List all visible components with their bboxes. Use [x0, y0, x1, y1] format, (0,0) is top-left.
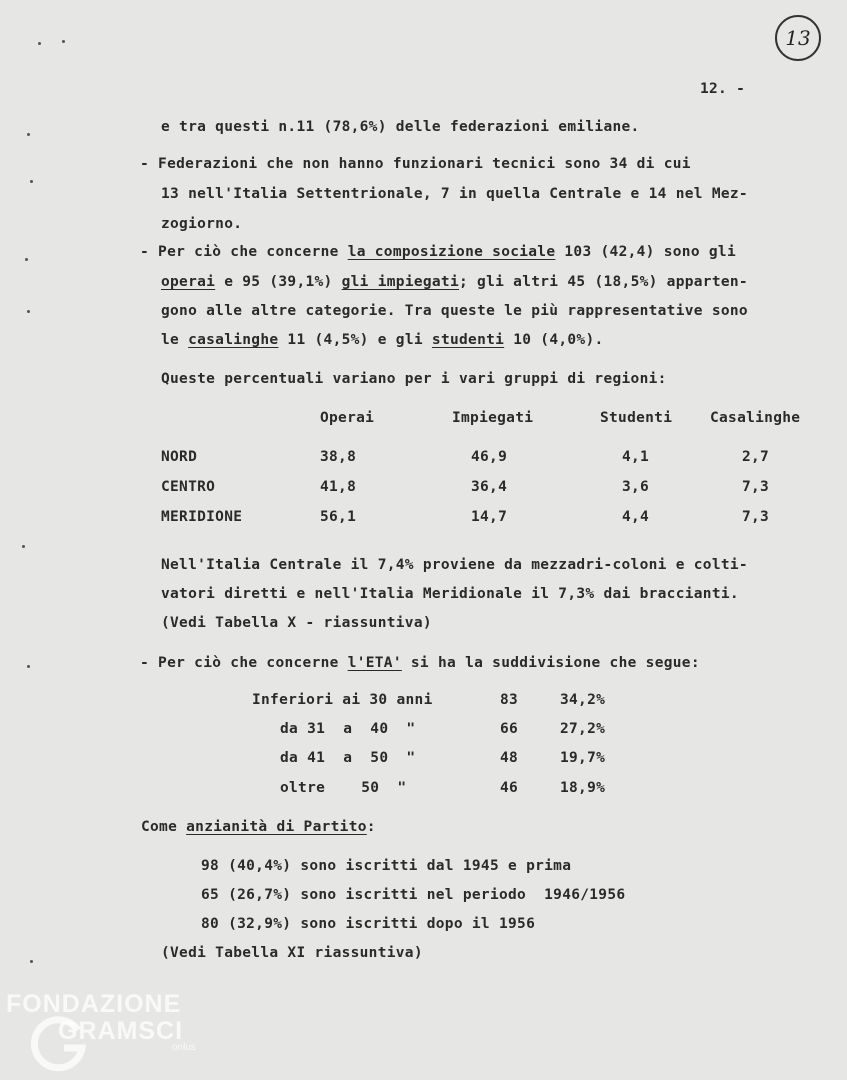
age-count: 66: [500, 721, 519, 737]
table-cell: 7,3: [742, 509, 770, 525]
para3-line2: vatori diretti e nell'Italia Meridionale il 7,3% dai braccianti.: [161, 586, 739, 602]
margin-speck: [38, 42, 41, 45]
table-cell: 46,9: [471, 449, 508, 465]
table-cell: 14,7: [471, 509, 508, 525]
table-header: Casalinghe: [710, 410, 801, 426]
margin-speck: [27, 133, 30, 136]
table-header: Studenti: [600, 410, 673, 426]
age-count: 46: [500, 780, 519, 796]
margin-speck: [30, 180, 33, 183]
margin-speck: [62, 40, 65, 43]
para1-line1: - Federazioni che non hanno funzionari tecnici sono 34 di cui: [140, 156, 691, 172]
table-cell: 38,8: [320, 449, 357, 465]
underlined-term: gli impiegati: [341, 274, 459, 290]
para2-line2: [161, 275, 748, 290]
age-count: 83: [500, 692, 519, 708]
para2-line1: [140, 245, 736, 260]
para2-text: - Per ciò che concerne: [140, 244, 348, 260]
table-row-label: NORD: [161, 449, 198, 465]
para2-text: 10 (4,0%).: [504, 332, 604, 348]
table-cell: 56,1: [320, 509, 357, 525]
age-pct: 19,7%: [560, 750, 606, 766]
para2-text: ; gli altri 45 (18,5%) apparten-: [459, 274, 748, 290]
para2-line4: [161, 333, 604, 348]
underlined-term: l'ETA': [347, 655, 402, 671]
age-label: oltre 50 ": [280, 780, 407, 796]
age-pct: 18,9%: [560, 780, 606, 796]
watermark-line2: GRAMSCI: [58, 1017, 184, 1045]
underlined-term: anzianità di Partito: [186, 819, 367, 835]
para1-line3: zogiorno.: [161, 216, 243, 232]
table-header: Impiegati: [452, 410, 534, 426]
age-label: da 41 a 50 ": [280, 750, 416, 766]
page-number: 12. -: [700, 81, 746, 97]
para1-line2: 13 nell'Italia Settentrionale, 7 in quella Centrale e 14 nel Mez-: [161, 186, 748, 202]
para2-line3: gono alle altre categorie. Tra queste le più rappresentative sono: [161, 303, 748, 319]
para4-text: - Per ciò che concerne: [140, 655, 348, 671]
underlined-term: operai: [161, 274, 216, 290]
watermark-line3: onlus: [172, 1042, 196, 1053]
margin-speck: [30, 960, 33, 963]
para3-line1: Nell'Italia Centrale il 7,4% proviene da mezzadri-coloni e colti-: [161, 557, 748, 573]
intro-line: e tra questi n.11 (78,6%) delle federazioni emiliane.: [161, 119, 640, 135]
margin-speck: [25, 258, 28, 261]
seniority-line: 80 (32,9%) sono iscritti dopo il 1956: [201, 916, 536, 932]
seniority-note: (Vedi Tabella XI riassuntiva): [161, 945, 423, 961]
margin-speck: [27, 310, 30, 313]
table-cell: 4,4: [622, 509, 650, 525]
page-marker-circle: [775, 15, 821, 61]
table-cell: 4,1: [622, 449, 650, 465]
age-label: Inferiori ai 30 anni: [252, 692, 433, 708]
para2-text: 103 (42,4) sono gli: [555, 244, 736, 260]
para4-line: [140, 656, 700, 671]
underlined-term: casalinghe: [188, 332, 279, 348]
page-marker: 13: [785, 26, 811, 50]
seniority-text: :: [366, 819, 376, 835]
para2-text: e 95 (39,1%): [215, 274, 342, 290]
underlined-term: studenti: [431, 332, 505, 348]
regions-intro: Queste percentuali variano per i vari gruppi di regioni:: [161, 371, 667, 387]
table-row-label: CENTRO: [161, 479, 216, 495]
table-cell: 41,8: [320, 479, 357, 495]
table-cell: 7,3: [742, 479, 770, 495]
table-cell: 36,4: [471, 479, 508, 495]
para2-text: 11 (4,5%) e gli: [278, 332, 432, 348]
age-pct: 27,2%: [560, 721, 606, 737]
table-cell: 2,7: [742, 449, 770, 465]
age-label: da 31 a 40 ": [280, 721, 416, 737]
table-header: Operai: [320, 410, 375, 426]
age-pct: 34,2%: [560, 692, 606, 708]
watermark-line1: FONDAZIONE: [6, 990, 182, 1018]
seniority-heading: [141, 820, 376, 835]
margin-speck: [27, 665, 30, 668]
para4-text: si ha la suddivisione che segue:: [401, 655, 700, 671]
seniority-line: 65 (26,7%) sono iscritti nel periodo 1946/1956: [201, 887, 626, 903]
table-row-label: MERIDIONE: [161, 509, 243, 525]
age-count: 48: [500, 750, 519, 766]
margin-speck: [22, 545, 25, 548]
table-cell: 3,6: [622, 479, 650, 495]
para2-text: le: [161, 332, 189, 348]
para3-line3: (Vedi Tabella X - riassuntiva): [161, 615, 432, 631]
underlined-term: la composizione sociale: [347, 244, 556, 260]
seniority-text: Come: [141, 819, 187, 835]
seniority-line: 98 (40,4%) sono iscritti dal 1945 e prima: [201, 858, 572, 874]
